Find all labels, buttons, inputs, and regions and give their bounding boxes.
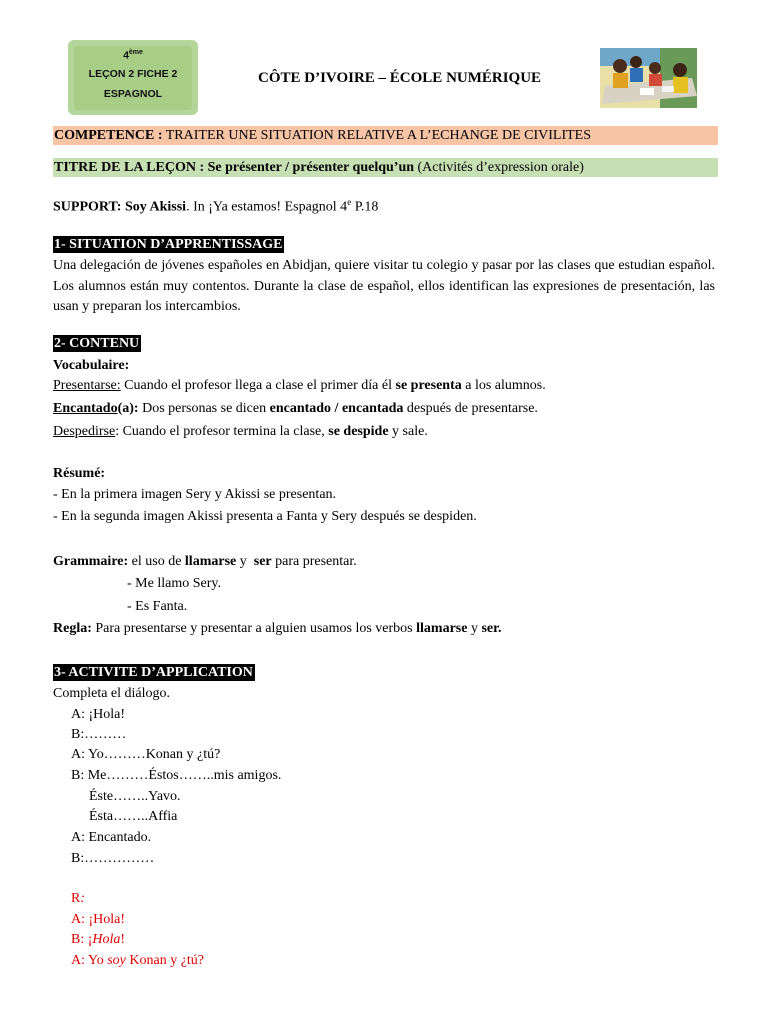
vocab-item bbox=[53, 423, 428, 441]
rule-text: y bbox=[467, 621, 482, 636]
badge-level-number: 4 bbox=[123, 49, 129, 62]
vocab-term: Presentarse: bbox=[53, 378, 121, 393]
answer-r: R bbox=[71, 891, 81, 906]
vocab-bold: se presenta bbox=[395, 378, 462, 393]
support-line bbox=[53, 193, 378, 217]
rule-verb: ser. bbox=[481, 621, 502, 636]
support-sup: e bbox=[347, 197, 352, 207]
resume-title bbox=[53, 465, 105, 483]
answer-text: B: ¡ bbox=[71, 932, 93, 947]
vocab-term: Encantado bbox=[53, 401, 118, 416]
answer-line bbox=[71, 952, 204, 970]
vocab-title bbox=[53, 357, 129, 375]
vocab-item bbox=[53, 400, 538, 418]
answer-italic: soy bbox=[107, 953, 126, 968]
vocab-def: Dos personas se dicen bbox=[138, 401, 270, 416]
support-label: SUPPORT: Soy Akissi bbox=[53, 199, 187, 215]
dialog-line: B: Me………Éstos……..mis amigos. bbox=[71, 768, 282, 783]
support-page: P.18 bbox=[351, 199, 379, 215]
lesson-badge bbox=[68, 40, 198, 115]
resume-item: - En la primera imagen Sery y Akissi se presentan. bbox=[53, 487, 337, 502]
dialog-line: B:…………… bbox=[71, 851, 155, 866]
vocab-bold: encantado / encantada bbox=[269, 401, 404, 416]
badge-subject: ESPAGNOL bbox=[103, 88, 163, 100]
answer-italic: Hola bbox=[92, 932, 121, 947]
grammar-verb: llamarse bbox=[184, 554, 237, 569]
vocab-def-end: y sale. bbox=[388, 424, 428, 439]
answer-line bbox=[71, 931, 125, 949]
grammar-verb: ser bbox=[253, 554, 272, 569]
vocab-def: Cuando el profesor termina la clase, bbox=[119, 424, 329, 439]
answer-label bbox=[71, 890, 85, 908]
lesson-title-bar bbox=[53, 158, 718, 177]
vocab-term: Despedirse bbox=[53, 424, 116, 439]
activity-instruction: Completa el diálogo. bbox=[53, 686, 171, 701]
vocab-bold: se despide bbox=[328, 424, 389, 439]
vocab-item bbox=[53, 377, 546, 395]
vocab-term-suffix: (a): bbox=[117, 401, 139, 416]
dialog-line: A: Yo………Konan y ¿tú? bbox=[71, 747, 221, 762]
vocab-def-end: después de presentarse. bbox=[403, 401, 538, 416]
badge-level-sup: ème bbox=[128, 49, 143, 56]
rule-text: Para presentarse y presentar a alguien usamos los verbos bbox=[91, 621, 417, 636]
lesson-badge-inner bbox=[74, 46, 192, 110]
vocab-def-end: a los alumnos. bbox=[461, 378, 546, 393]
vocab-title-text: Vocabulaire: bbox=[53, 358, 130, 373]
section1-paragraph: Una delegación de jóvenes españoles en Abidjan, quiere visitar tu colegio y pasar por las clases que estudian español. Los alumnos están muy contentos. Durante la clase de español, ellos identifican las expresiones de presentación, las usan y preparan los intercambios. bbox=[53, 258, 715, 314]
competence-label: COMPETENCE : bbox=[54, 128, 163, 143]
vocab-term-suffix: : bbox=[115, 424, 120, 439]
answer-text: A: Yo bbox=[71, 953, 108, 968]
section3-heading: 3- ACTIVITE D’APPLICATION bbox=[54, 665, 253, 680]
answer-text: Konan y ¿tú? bbox=[125, 953, 205, 968]
grammar-example: - Es Fanta. bbox=[127, 599, 188, 614]
answer-text: ! bbox=[120, 932, 126, 947]
grammar-example: - Me llamo Sery. bbox=[127, 576, 221, 591]
resume-title-text: Résumé: bbox=[53, 466, 106, 481]
grammar-text: para presentar. bbox=[271, 554, 357, 569]
dialog-line: Ésta……..Affia bbox=[89, 809, 178, 824]
dialog-line: Éste……..Yavo. bbox=[89, 789, 181, 804]
rule-line bbox=[53, 620, 502, 638]
answer-line: A: ¡Hola! bbox=[71, 912, 126, 927]
section1-heading: 1- SITUATION D’APPRENTISSAGE bbox=[54, 237, 283, 252]
dialog-line: A: ¡Hola! bbox=[71, 707, 126, 722]
support-text: . In ¡Ya estamos! Espagnol 4 bbox=[186, 199, 348, 215]
competence-bar bbox=[53, 126, 718, 145]
lesson-title-text: (Activités d’expression orale) bbox=[414, 160, 584, 175]
dialog-line: B:……… bbox=[71, 727, 127, 742]
classroom-illustration bbox=[600, 48, 697, 108]
rule-verb: llamarse bbox=[416, 621, 468, 636]
lesson-title-label: TITRE DE LA LEÇON : Se présenter / présenter quelqu’un bbox=[54, 160, 415, 175]
page-title: CÔTE D’IVOIRE – ÉCOLE NUMÉRIQUE bbox=[258, 70, 542, 86]
grammar-text: y bbox=[236, 554, 254, 569]
rule-label: Regla: bbox=[53, 621, 92, 636]
section2-heading: 2- CONTENU bbox=[54, 336, 140, 351]
badge-lesson: LEÇON 2 FICHE 2 bbox=[88, 68, 178, 80]
resume-item: - En la segunda imagen Akissi presenta a Fanta y Sery después se despiden. bbox=[53, 509, 477, 524]
badge-level bbox=[74, 49, 192, 62]
competence-text: TRAITER UNE SITUATION RELATIVE A L’ECHANGE DE CIVILITES bbox=[162, 128, 592, 143]
vocab-def: Cuando el profesor llega a clase el primer día él bbox=[120, 378, 396, 393]
answer-colon: : bbox=[80, 891, 86, 906]
grammar-label: Grammaire: bbox=[53, 554, 129, 569]
grammar-line bbox=[53, 553, 357, 571]
grammar-text: el uso de bbox=[128, 554, 185, 569]
dialog-line: A: Encantado. bbox=[71, 830, 152, 845]
